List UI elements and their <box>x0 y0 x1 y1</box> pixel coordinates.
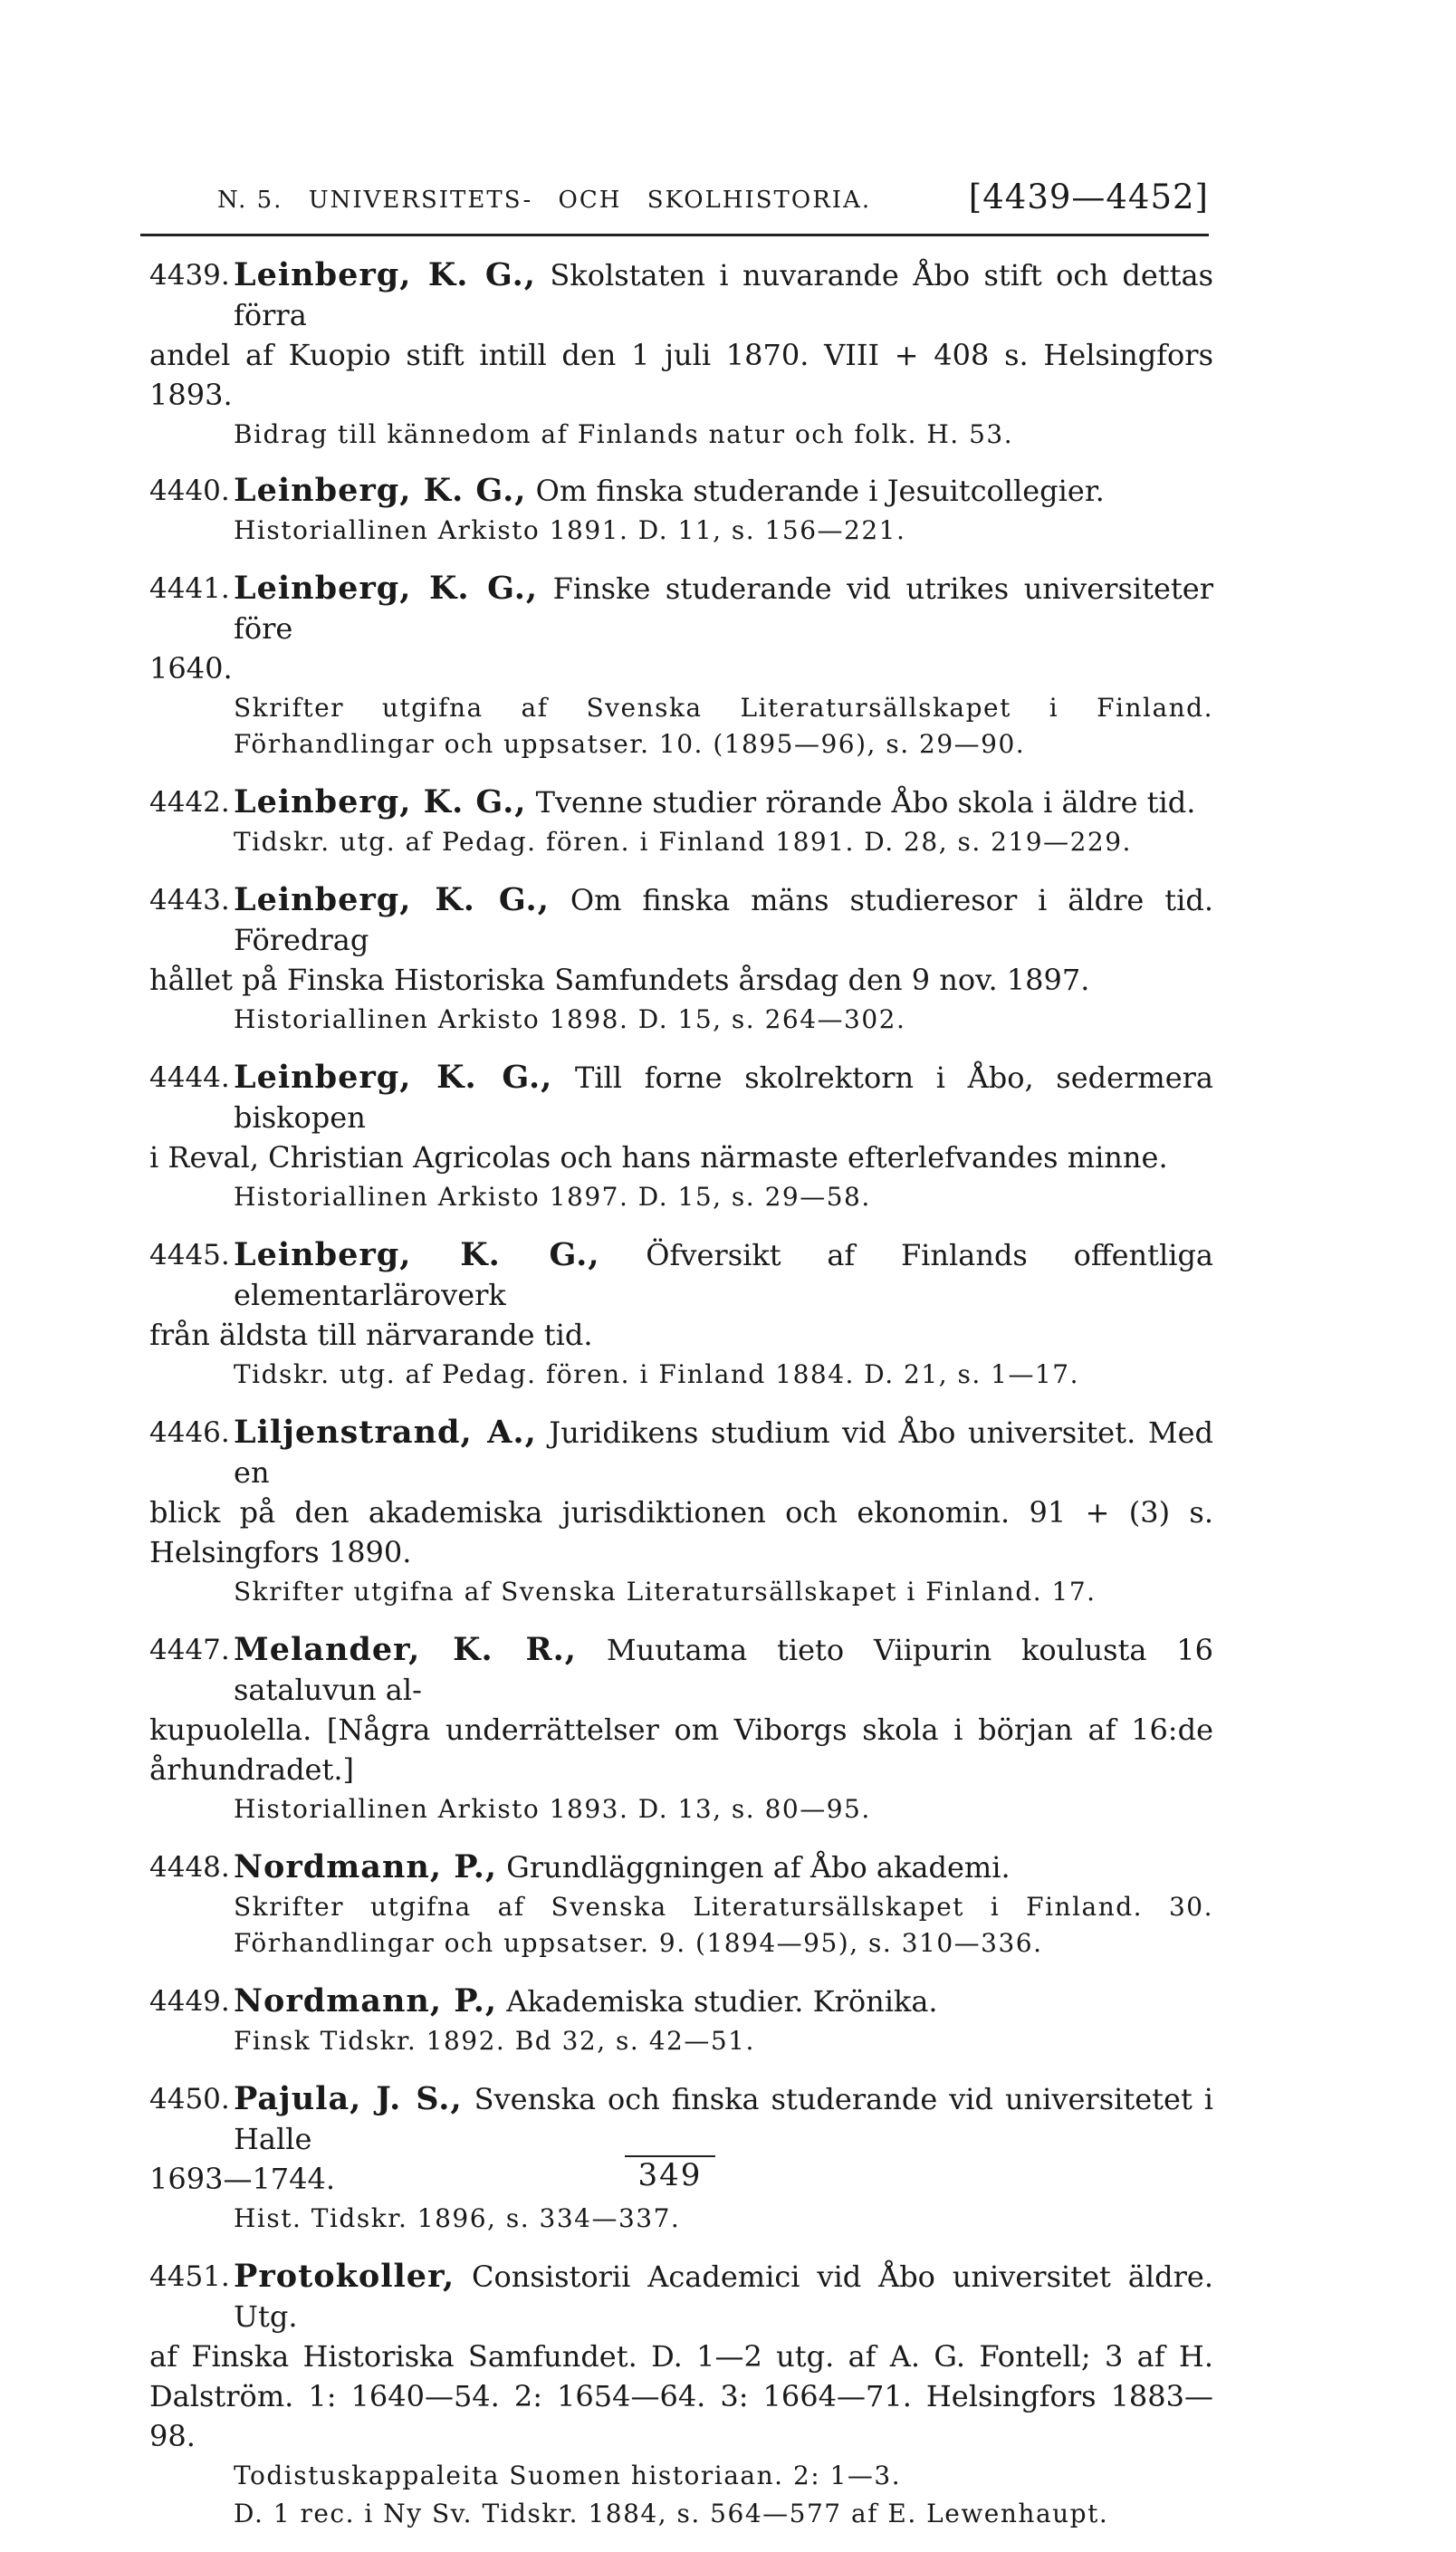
entry-source-note <box>234 690 1213 763</box>
entry-title: Om finska studerande i Jesuitcollegier. <box>535 474 1105 508</box>
entry-title-continued: hållet på Finska Historiska Samfundets årsdag den 9 nov. 1897. <box>149 963 1090 997</box>
entry-source-text: D. 1 rec. i Ny Sv. Tidskr. 1884, s. 564—577 af E. Lewenhaupt. <box>234 2499 1109 2528</box>
entry-title-continued: 1693—1744. <box>149 2162 336 2196</box>
header-title-a: UNIVERSITETS- <box>308 187 533 214</box>
entry-author: Leinberg, K. G., <box>234 472 527 509</box>
bibliography-entry <box>149 782 1213 860</box>
entry-citation <box>149 2257 1213 2456</box>
entry-title-continued: i Reval, Christian Agricolas och hans närmaste efterlefvandes minne. <box>149 1140 1168 1175</box>
entry-citation <box>149 1235 1213 1355</box>
entry-title: Muutama tieto Viipurin koulusta 16 sataluvun al- <box>234 1633 1214 1707</box>
entry-number: 4443. <box>149 884 230 916</box>
entry-number: 4449. <box>149 1985 230 2018</box>
entry-citation <box>149 880 1213 1000</box>
entry-author: Leinberg, K. G., <box>234 783 527 820</box>
entry-citation <box>149 255 1213 415</box>
entry-source-note <box>234 1002 1213 1038</box>
entry-title: Tvenne studier rörande Åbo skola i äldre tid. <box>535 785 1196 820</box>
entry-citation <box>149 782 1213 822</box>
entry-source-note <box>234 2458 1213 2494</box>
entry-number: 4439. <box>149 259 230 292</box>
entry-title: Grundläggningen af Åbo akademi. <box>506 1850 1011 1885</box>
running-header <box>217 172 1209 226</box>
entry-number: 4448. <box>149 1851 230 1884</box>
entry-title-continued: kupuolella. [Några underrättelser om Viborgs skola i början af 16:de århundradet.] <box>149 1713 1213 1787</box>
header-title <box>217 187 887 214</box>
entry-author: Leinberg, K. G., <box>234 256 536 293</box>
entry-citation <box>149 1058 1213 1177</box>
entry-source-text: Historiallinen Arkisto 1891. D. 11, s. 156—221. <box>234 515 906 545</box>
entry-source-text: Bidrag till kännedom af Finlands natur och folk. H. 53. <box>234 419 1014 449</box>
entry-title-continued: andel af Kuopio stift intill den 1 juli 1870. VIII + 408 s. Helsingfors 1893. <box>149 338 1213 412</box>
entry-source-text: Todistuskappaleita Suomen historiaan. 2: 1—3. <box>234 2461 902 2490</box>
entry-author: Protokoller, <box>234 2258 455 2295</box>
entry-number: 4442. <box>149 786 230 819</box>
entry-source-text: Finsk Tidskr. 1892. Bd 32, s. 42—51. <box>234 2026 755 2056</box>
entry-source-note <box>234 2201 1213 2237</box>
entry-title: Finske studerande vid utrikes universiteter före <box>234 571 1214 646</box>
bibliography-list <box>149 255 1213 2552</box>
entry-number: 4450. <box>149 2083 230 2115</box>
entry-source-note <box>234 417 1213 453</box>
entry-author: Leinberg, K. G., <box>234 570 539 607</box>
entry-number: 4441. <box>149 572 230 605</box>
entry-citation <box>149 1413 1213 1572</box>
entry-source-text: Historiallinen Arkisto 1897. D. 15, s. 29—58. <box>234 1182 871 1212</box>
entry-source-text: Historiallinen Arkisto 1893. D. 13, s. 80—95. <box>234 1794 871 1824</box>
entry-source-text: Tidskr. utg. af Pedag. fören. i Finland 1891. D. 28, s. 219—229. <box>234 827 1132 857</box>
entry-author: Leinberg, K. G., <box>234 881 550 918</box>
entry-author: Nordmann, P., <box>234 1982 498 2020</box>
header-title-c: SKOLHISTORIA. <box>647 187 872 214</box>
header-rule <box>140 234 1209 236</box>
entry-title-continued: blick på den akademiska jurisdiktionen och ekonomin. 91 + (3) s. Helsingfors 1890. <box>149 1495 1213 1569</box>
bibliography-entry <box>149 471 1213 549</box>
bibliography-entry <box>149 1235 1213 1393</box>
entry-range: [4439—4452] <box>968 177 1209 216</box>
page-number: 349 <box>637 2157 703 2193</box>
series-number: N. 5. <box>217 187 283 214</box>
entry-citation <box>149 1847 1213 1887</box>
entry-source-note <box>234 1179 1213 1215</box>
entry-title: Skolstaten i nuvarande Åbo stift och dettas förra <box>234 258 1214 332</box>
entry-number: 4445. <box>149 1239 230 1271</box>
entry-source-note <box>234 1357 1213 1393</box>
entry-number: 4440. <box>149 475 230 507</box>
entry-title-continued: 1640. <box>149 651 233 686</box>
entry-author: Melander, K. R., <box>234 1631 577 1668</box>
entry-source-note <box>234 2496 1213 2532</box>
entry-source-text: Skrifter utgifna af Svenska Literatursällskapet i Finland. Förhandlingar och uppsatser. 10. (1895—96), s. 29—90. <box>234 693 1213 759</box>
entry-source-note <box>234 1889 1213 1962</box>
bibliography-entry <box>149 1058 1213 1215</box>
entry-source-note <box>234 824 1213 860</box>
bibliography-entry <box>149 1847 1213 1962</box>
entry-title-continued: af Finska Historiska Samfundet. D. 1—2 utg. af A. G. Fontell; 3 af H. Dalström. 1: 1640—54. 2: 1654—64. 3: 1664—71. Helsingfors 1883—98. <box>149 2339 1213 2453</box>
entry-number: 4446. <box>149 1416 230 1449</box>
bibliography-entry <box>149 1981 1213 2059</box>
entry-number: 4444. <box>149 1061 230 1094</box>
entry-source-text: Skrifter utgifna af Svenska Literatursällskapet i Finland. 17. <box>234 1577 1097 1607</box>
bibliography-entry <box>149 2257 1213 2532</box>
entry-author: Leinberg, K. G., <box>234 1059 553 1096</box>
entry-source-note <box>234 1791 1213 1828</box>
entry-source-note <box>234 513 1213 549</box>
entry-citation <box>149 569 1213 688</box>
entry-author: Nordmann, P., <box>234 1848 498 1885</box>
bibliography-entry <box>149 255 1213 453</box>
entry-title: Consistorii Academici vid Åbo universitet äldre. Utg. <box>234 2259 1214 2334</box>
entry-title: Öfversikt af Finlands offentliga elementarläroverk <box>234 1238 1214 1312</box>
entry-source-note <box>234 1574 1213 1610</box>
entry-author: Leinberg, K. G., <box>234 1236 600 1273</box>
entry-title-continued: från äldsta till närvarande tid. <box>149 1318 593 1352</box>
entry-source-text: Skrifter utgifna af Svenska Literatursällskapet i Finland. 30. Förhandlingar och uppsatser. 9. (1894—95), s. 310—336. <box>234 1892 1213 1958</box>
header-title-b: OCH <box>558 187 622 214</box>
entry-title: Svenska och finska studerande vid universitetet i Halle <box>234 2082 1214 2156</box>
entry-source-note <box>234 2023 1213 2059</box>
entry-citation <box>149 1981 1213 2021</box>
entry-source-text: Hist. Tidskr. 1896, s. 334—337. <box>234 2203 681 2233</box>
entry-author: Pajula, J. S., <box>234 2080 463 2117</box>
entry-title: Till forne skolrektorn i Åbo, sedermera biskopen <box>234 1060 1214 1135</box>
bibliography-entry <box>149 880 1213 1038</box>
bibliography-entry <box>149 569 1213 763</box>
entry-number: 4447. <box>149 1634 230 1666</box>
entry-title: Akademiska studier. Krönika. <box>506 1984 938 2019</box>
entry-source-text: Historiallinen Arkisto 1898. D. 15, s. 264—302. <box>234 1004 906 1034</box>
entry-number: 4451. <box>149 2260 230 2293</box>
entry-title: Juridikens studium vid Åbo universitet. Med en <box>234 1415 1214 1490</box>
bibliography-entry <box>149 1413 1213 1610</box>
entry-source-text: Tidskr. utg. af Pedag. fören. i Finland 1884. D. 21, s. 1—17. <box>234 1359 1080 1389</box>
bibliography-entry <box>149 1630 1213 1828</box>
entry-citation <box>149 471 1213 511</box>
entry-title: Om finska mäns studieresor i äldre tid. Föredrag <box>234 883 1214 957</box>
entry-author: Liljenstrand, A., <box>234 1414 537 1451</box>
entry-citation <box>149 1630 1213 1789</box>
